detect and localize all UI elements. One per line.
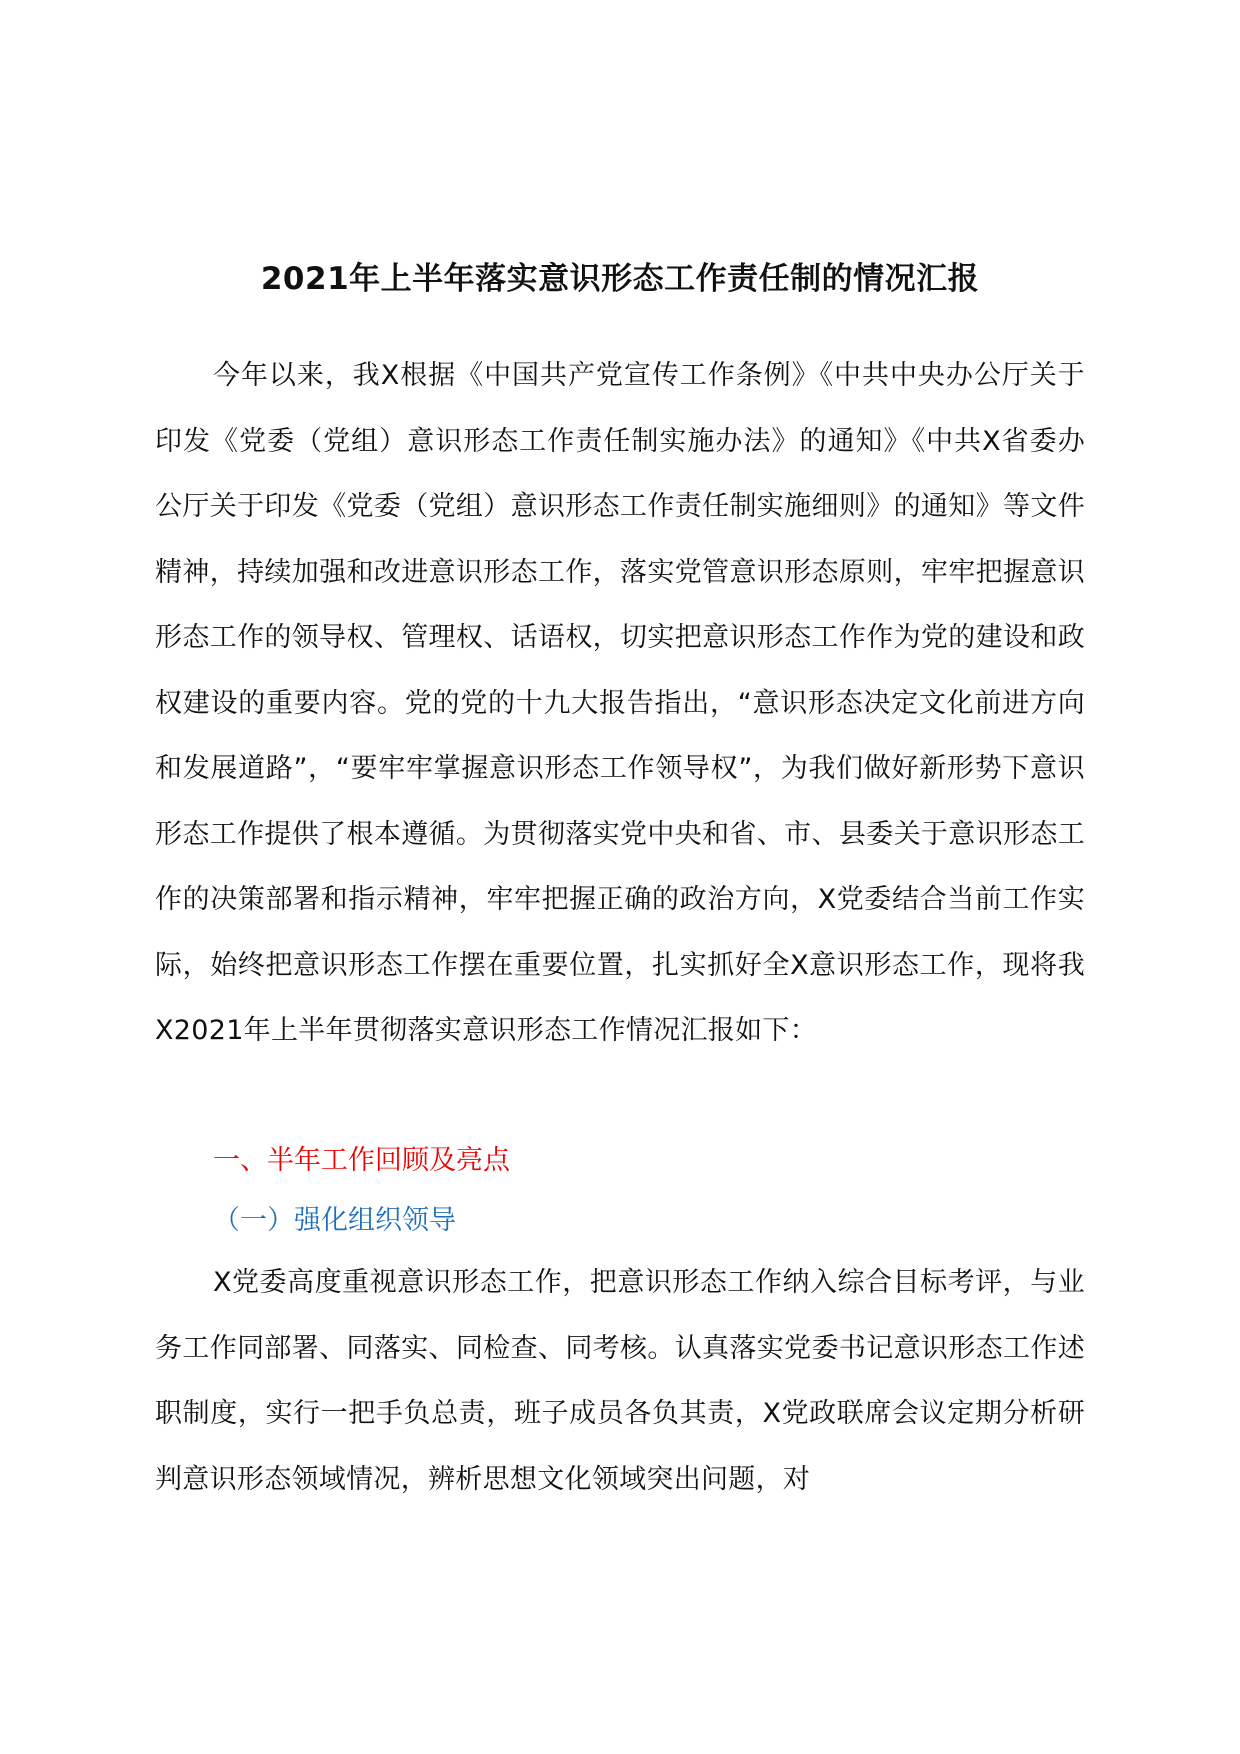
body-paragraph-organization: X党委高度重视意识形态工作，把意识形态工作纳入综合目标考评，与业务工作同部署、同落实、同检查、同考核。认真落实党委书记意识形态工作述职制度，实行一把手负总责，班子成员各负其责，X党政联席会议定期分析研判意识形态领域情况，辨析思想文化领域突出问题，对: [155, 1267, 1085, 1495]
subsection-heading: （一）强化组织领导: [213, 1205, 456, 1236]
document-title: 2021年上半年落实意识形态工作责任制的情况汇报: [260, 261, 980, 297]
body-paragraph-intro: 今年以来，我X根据《中国共产党宣传工作条例》《中共中央办公厅关于印发《党委（党组）意识形态工作责任制实施办法》的通知》《中共X省委办公厅关于印发《党委（党组）意识形态工作责任制实施细则》的通知》等文件精神，持续加强和改进意识形态工作，落实党管意识形态原则，牢牢把握意识形态工作的领导权、管理权、话语权，切实把意识形态工作作为党的建设和政权建设的重要内容。党的党的十九大报告指出，“意识形态决定文化前进方向和发展道路”，“要牢牢掌握意识形态工作领导权”，为我们做好新形势下意识形态工作提供了根本遵循。为贯彻落实党中央和省、市、县委关于意识形态工作的决策部署和指示精神，牢牢把握正确的政治方向，X党委结合当前工作实际，始终把意识形态工作摆在重要位置，扎实抓好全X意识形态工作，现将我X2021年上半年贯彻落实意识形态工作情况汇报如下：: [155, 360, 1085, 1046]
section-heading: 一、半年工作回顾及亮点: [213, 1145, 510, 1176]
